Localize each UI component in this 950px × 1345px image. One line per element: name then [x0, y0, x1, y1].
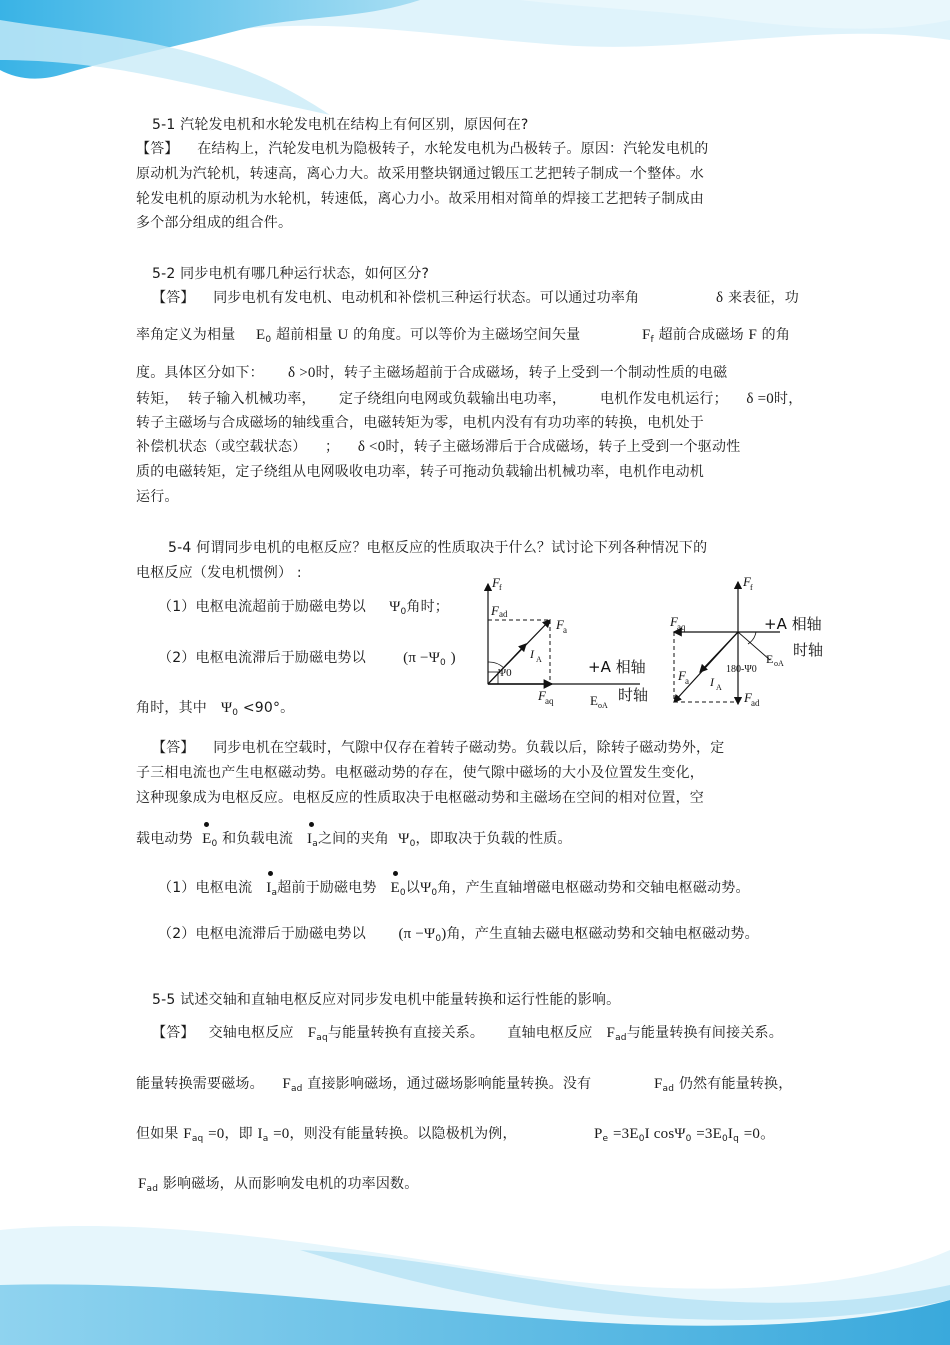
svg-text:180-Ψ0: 180-Ψ0 — [726, 664, 757, 675]
phasor-diagram-lagging — [660, 572, 840, 712]
svg-text:A: A — [536, 655, 542, 664]
svg-text:F: F — [743, 574, 751, 589]
svg-text:f: f — [499, 583, 502, 592]
svg-text:Ψ0: Ψ0 — [498, 667, 512, 679]
svg-text:A: A — [716, 683, 722, 692]
U-symbol: U — [337, 327, 349, 343]
svg-text:aq: aq — [677, 622, 686, 632]
svg-text:f: f — [750, 583, 753, 592]
svg-text:F: F — [670, 614, 678, 629]
Ff-symbol: F — [642, 327, 651, 343]
svg-text:F: F — [556, 617, 564, 632]
svg-text:+A 相轴: +A 相轴 — [588, 658, 646, 676]
svg-text:aq: aq — [545, 696, 554, 706]
svg-text:a: a — [563, 625, 567, 635]
answer-5-1-line-3: 轮发电机的原动机为水轮机，转速低，离心力小。故采用相对简单的焊接工艺把转子制成由 — [136, 191, 704, 207]
svg-text:+A 相轴: +A 相轴 — [764, 615, 822, 633]
svg-text:I: I — [710, 675, 714, 689]
power-equation: $P_e =3E_0I$ $\cos\Psi_0 =3E_0I_q =0$。 — [594, 1126, 776, 1144]
answer-5-1-line-4: 多个部分组成的组合件。 — [136, 215, 293, 231]
svg-text:F: F — [744, 690, 752, 705]
answer-tag: 【答】 — [136, 141, 179, 157]
phasor-diagram-leading — [470, 572, 660, 712]
svg-text:时轴: 时轴 — [618, 686, 649, 704]
svg-text:F: F — [491, 603, 499, 618]
question-5-4-title: 5-4 何谓同步电机的电枢反应？电枢反应的性质取决于什么？试讨论下列各种情况下的 — [168, 540, 708, 556]
svg-text:E: E — [590, 693, 598, 708]
svg-text:a: a — [685, 676, 689, 686]
answer-tag: 【答】 — [152, 290, 195, 306]
document-page: 5-1 汽轮发电机和水轮发电机在结构上有何区别，原因何在? 【答】 在结构上，汽轮发电机为隐极转子，水轮发电机为凸极转子。原因：汽轮发电机的 原动机为汽轮机，转速高，离心力大。故采用整块钢通过锻压工艺把转子制成一个整体。水 轮发电机的原动机为水轮机，转速低，离心力小。故采用相对简单的焊接工艺把转子制成由 多个部分组成的组合件。 5-2 同步电机有哪几种运行状态，如何区分? 【答】 同步电机有发电机、电动机和补偿机三种运行状态。可以通过功率角 δ 来表征，功 率角定义为相量 $E_0$ 超前相量 U 的角度。可以等价为主磁场空间矢量 $F_f$ 超前合成磁场 F 的角 度。具体区分如下： δ >0时，转子主磁场超前于合成磁场，转子上受到一个制动性质的电磁 转矩， 转子输入机械功率， 定子绕组向电网或负载输出电功率， 电机作发电机运行； δ =0时， 转子主磁场与合成磁场的轴线重合，电磁转矩为零，电机内没有有功功率的转换，电机处于 补偿机状态（或空载状态） ； δ <0时，转子主磁场滞后于合成磁场，转子上受到一个驱动性 质的电磁转矩，定子绕组从电网吸收电功率，转子可拖动负载输出机械功率，电机作电动机 运行。 5-4 何谓同步电机的电枢反应？电枢反应的性质取决于什么？试讨论下列各种情况下的 电枢反应（发电机惯例） : （1）电枢电流超前于励磁电势以 $\Psi_0$角时； （2）电枢电流滞后于励磁电势以 ($\pi -\Psi_0$ ) 角时，其中 $\Psi_0 <90^\circ$。 F f F ad F a I A Ψ0 +A 相轴 F aq E oA 时轴 F f F aq +A 相轴 时轴 180-Ψ0 E oA F a I A F ad 【答】 同步电机在空载时，气隙中仅存在着转子磁动势。负载以后，除转子磁动势外，定 子三相电流也产生电枢磁动势。电枢磁动势的存在，使气隙中磁场的大小及位置发生变化， 这种现象成为电枢反应。电枢反应的性质取决于电枢磁动势和主磁场在空间的相对位置，空 载电动势 $E_0$ 和负载电流 $I_a$之间的夹角 $\Psi_0$，即取决于负载的性质。 （1）电枢电流 $I_a$超前于励磁电势 $E_0$以$\Psi_0$角，产生直轴增磁电枢磁动势和交轴电枢磁动势。 （2）电枢电流滞后于励磁电势以 $(\pi -\Psi_0)$角，产生直轴去磁电枢磁动势和交轴电枢磁动势。 5-5 试述交轴和直轴电枢反应对同步发电机中能量转换和运行性能的影响。 【答】 交轴电枢反应 $F_{aq}$与能量转换有直接关系。 直轴电枢反应 $F_{ad}$与能量转换有间接关系。 能量转换需要磁场。 $F_{ad}$ 直接影响磁场，通过磁场影响能量转换。没有 $F_{ad}$ 仍然有能量转换， 但如果 $F_{aq} =0$，即 $I_a =0$，则没有能量转换。以隐极机为例， $P_e =3E_0I$ $\cos\Psi_0 =3E_0I_q =0$。 $F_{ad}$ 影响磁场，从而影响发电机的功率因数。 — [0, 0, 950, 1345]
delta-lt-zero: δ <0 — [357, 439, 386, 455]
delta-gt-zero: δ >0 — [288, 365, 316, 381]
E0-symbol: E — [256, 327, 266, 343]
question-5-2-title: 5-2 同步电机有哪几种运行状态，如何区分? — [152, 266, 430, 282]
answer-5-2-line-1: 【答】 同步电机有发电机、电动机和补偿机三种运行状态。可以通过功率角 — [152, 290, 640, 306]
svg-text:I: I — [530, 647, 534, 661]
question-5-5-title: 5-5 试述交轴和直轴电枢反应对同步发电机中能量转换和运行性能的影响。 — [152, 992, 621, 1008]
svg-text:F: F — [538, 688, 546, 703]
delta-eq-zero: δ =0 — [746, 391, 774, 407]
svg-text:F: F — [492, 575, 500, 590]
delta-symbol: δ — [716, 290, 724, 306]
svg-text:oA: oA — [598, 701, 608, 710]
answer-5-1-line-2: 原动机为汽轮机，转速高，离心力大。故采用整块钢通过锻压工艺把转子制成一个整体。水 — [136, 166, 704, 182]
question-5-1-title: 5-1 汽轮发电机和水轮发电机在结构上有何区别，原因何在? — [152, 117, 529, 133]
answer-tag: 【答】 — [152, 1025, 195, 1041]
svg-text:oA: oA — [774, 659, 784, 668]
svg-text:时轴: 时轴 — [793, 641, 824, 659]
answer-5-1-line-1: 【答】 在结构上，汽轮发电机为隐极转子，水轮发电机为凸极转子。原因：汽轮发电机的 — [136, 141, 709, 157]
answer-tag: 【答】 — [152, 740, 195, 756]
svg-text:ad: ad — [499, 609, 508, 619]
F-symbol: F — [748, 327, 757, 343]
svg-text:ad: ad — [751, 698, 760, 708]
svg-text:E: E — [766, 652, 774, 666]
svg-text:F: F — [678, 668, 686, 683]
